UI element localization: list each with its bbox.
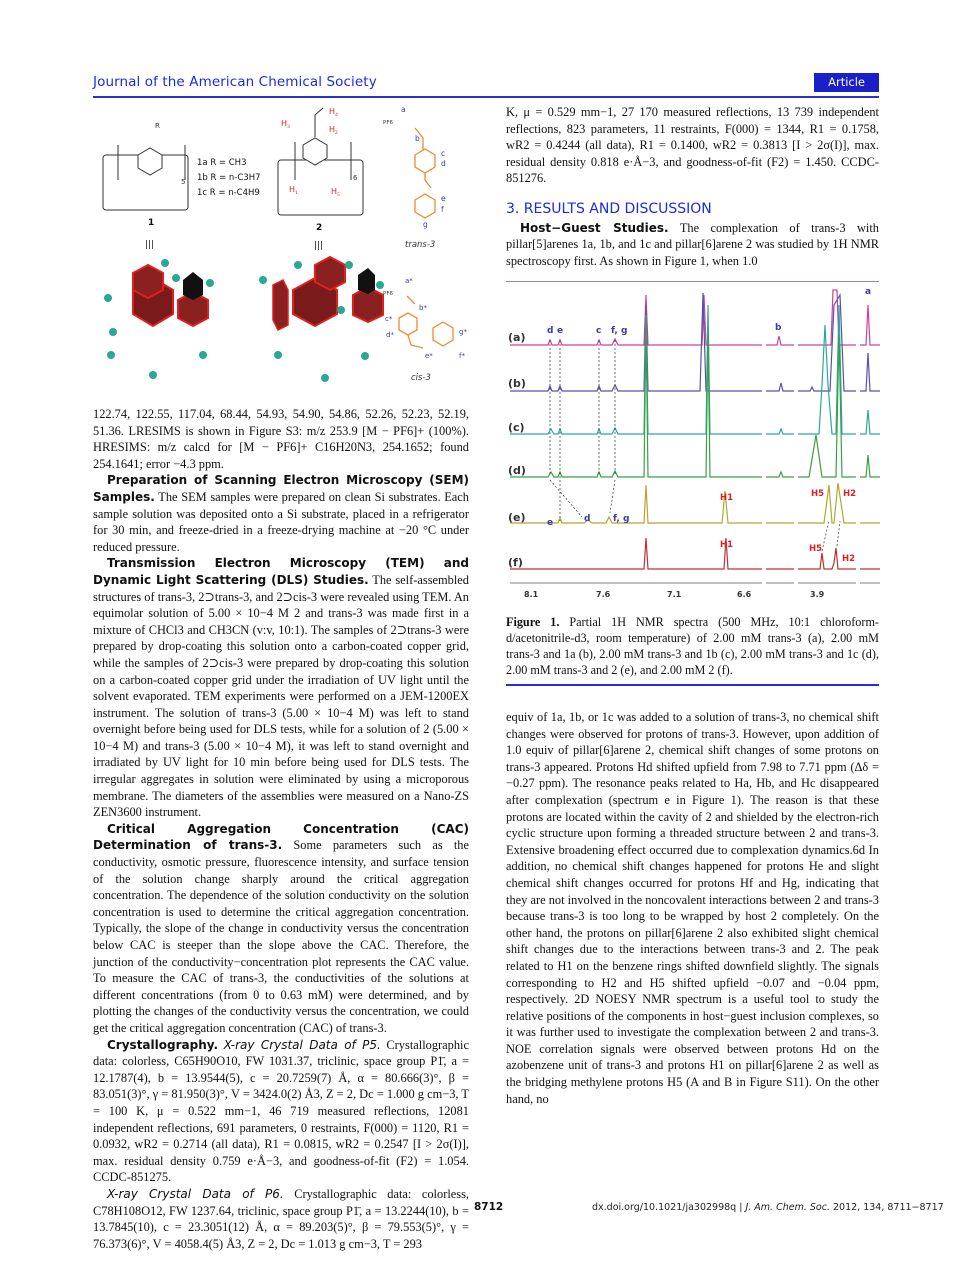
- results-paragraph: equiv of 1a, 1b, or 1c was added to a solution of trans-3, no chemical shift changes were observed for protons of trans-3. However, upon addition of 1.0 equiv of pillar[6]arene 2, chemical shift changes of some protons on trans-3 appeared. Protons Hd shifted upfield from 7.98 to 7.71 ppm (Δδ = −0.27 ppm). The resonance peaks related to Ha, Hb, and Hc disappeared after complexation (spectrum e in Figure 1). The reason is that these protons are located within the cavity of 2 and shielded by the electron-rich cyclic structure upon forming a threaded structure between 2 and trans-3. Extensive broadening effect occurred due to complexation dynamics.6d In addition, no chemical shift changes happened for protons He and slight chemical shift changes occurred for protons Hf and Hg, indicating that they are not involved in the noncovalent interactions between 2 and trans-3 because trans-3 is too long to be wrapped by host 2 completely. On the other hand, the protons on pillar[6]arene 2 also exhibited slight chemical shift changes due to the interactions between trans-3 and 2. The peak related to H1 on the benzene rings shifted downfield slightly. The signals corresponding to H2 and H5 shifted upfield −0.07 and −0.04 ppm, respectively. 2D NOESY NMR spectrum is a useful tool to study the relative positions of the components in host−guest inclusion complexes, so it was further used to investigate the complexation between 2 and trans-3. NOE correlation signals were observed between protons Hd on the azobenzene unit of trans-3 and protons H1 on pillar[6]arene 2 as well as the bridging methylene protons H5 (A and B in Figure S11). On the other hand, no: [506, 710, 879, 1106]
- svg-text:7.6: 7.6: [596, 590, 611, 599]
- svg-text:e: e: [441, 194, 446, 203]
- svg-text:H: H: [331, 187, 338, 196]
- host-guest-paragraph: Host−Guest Studies. The complexation of trans-3 with pillar[5]arenes 1a, 1b, and 1c and pillar[6]arene 2 was studied by 1H NMR spectroscopy first. As shown in Figure 1, when 1.0: [506, 220, 879, 268]
- svg-text:1c R = n-C4H9: 1c R = n-C4H9: [197, 188, 260, 198]
- cac-paragraph: Critical Aggregation Concentration (CAC) Determination of trans-3. Some parameters such as the conductivity, osmotic pressure, fluorescence intensity, and surface tension of the solution change sharply around the critical aggregation concentration. The dependence of the solution conductivity on the solution concentration is used to determine the critical aggregation concentration. Typically, the slope of the change in conductivity versus the concentration below CAC is steeper than the slope above the CAC. Therefore, the junction of the conductivity−concentration plot represents the CAC value. To measure the CAC of trans-3, the conductivities of the solutions at different concentrations (from 0 to 0.63 mM) were determined, and by plotting the changes of the conductivity versus the concentration, we could get the critical aggregation concentration (CAC) of trans-3.: [93, 821, 469, 1035]
- svg-text:H2: H2: [842, 554, 856, 564]
- svg-text:3.9: 3.9: [810, 590, 825, 599]
- svg-text:6.6: 6.6: [737, 590, 752, 599]
- svg-text:f, g: f, g: [613, 514, 630, 524]
- pillar6arene-structure: [278, 108, 363, 215]
- chemical-structures-scheme: [93, 100, 493, 400]
- crystallography-heading: Crystallography.: [107, 1037, 219, 1052]
- svg-text:d: d: [441, 159, 446, 168]
- svg-text:8.1: 8.1: [524, 590, 539, 599]
- svg-text:c*: c*: [385, 315, 393, 323]
- svg-text:PF6: PF6: [383, 120, 393, 126]
- svg-text:PF6: PF6: [383, 291, 393, 297]
- svg-text:1: 1: [295, 190, 298, 196]
- article-badge: Article: [814, 73, 879, 92]
- svg-text:g*: g*: [459, 328, 467, 336]
- svg-text:(e): (e): [508, 511, 526, 524]
- pillar6arene-3d-model: [259, 257, 384, 382]
- svg-text:d*: d*: [386, 331, 394, 339]
- svg-text:4: 4: [335, 112, 338, 118]
- svg-text:trans-3: trans-3: [405, 240, 436, 250]
- svg-text:H5: H5: [811, 489, 825, 499]
- doi-citation: dx.doi.org/10.1021/ja302998q | J. Am. Chem. Soc. 2012, 134, 8711−8717: [592, 1202, 944, 1213]
- tem-heading: Transmission Electron Microscopy (TEM) and Dynamic Light Scattering (DLS) Studies.: [93, 556, 469, 587]
- figure-caption-label: Figure 1.: [506, 615, 560, 629]
- svg-text:(d): (d): [508, 464, 526, 477]
- svg-text:a: a: [401, 105, 406, 114]
- svg-text:(f): (f): [508, 556, 523, 569]
- figure-top-rule: [506, 281, 879, 282]
- svg-text:H: H: [329, 125, 336, 134]
- svg-text:c: c: [441, 149, 446, 158]
- svg-text:cis-3: cis-3: [411, 373, 431, 383]
- svg-text:f, g: f, g: [611, 326, 628, 336]
- svg-text:f*: f*: [459, 352, 465, 360]
- svg-text:H2: H2: [843, 489, 857, 499]
- svg-text:(c): (c): [508, 421, 525, 434]
- svg-text:7.1: 7.1: [667, 590, 682, 599]
- svg-text:5: 5: [181, 178, 186, 186]
- svg-text:(a): (a): [508, 331, 526, 344]
- nmr-spectra-figure: [504, 285, 882, 603]
- svg-text:H1: H1: [720, 540, 734, 550]
- pillar5arene-3d-model: [104, 259, 214, 379]
- svg-text:6: 6: [353, 174, 358, 182]
- left-column: [93, 406, 469, 1252]
- sem-paragraph: Preparation of Scanning Electron Microscopy (SEM) Samples. The SEM samples were prepared on clean Si substrates. Each sample solution was deposited onto a Si substrate, placed in a refrigerator for 30 min, and freeze-dried in a freeze-drying machine at −20 °C under reduced pressure.: [93, 473, 469, 554]
- tem-paragraph: Transmission Electron Microscopy (TEM) and Dynamic Light Scattering (DLS) Studies. The self-assembled structures of trans-3, 2⊃trans-3, and 2⊃cis-3 were revealed using TEM. An equimolar solution of 5.00 × 10−4 M 2 and trans-3 was made first in a mixture of CHCl3 and CH3CN (v:v, 10:1). The samples of 2⊃trans-3 were prepared by drop-coating this solution onto a carbon-coated copper grid, while the samples of 2⊃cis-3 were prepared by drop-coating this solution on a carbon-coated copper grid under the irradiation of UV light until the solvent evaporated. TEM experiments were performed on a JEM-1200EX instrument. The solution of trans-3 (5.00 × 10−4 M) was left to stand overnight before being used for DLS tests, while for a solution of 2 (5.00 × 10−4 M) and trans-3 (5.00 × 10−4 M), it was left to stand overnight and irradiated by UV light for 10 min before being used for DLS tests. The irregular aggregates in solution were eliminated by using a microporous membrane. The diameters of the assemblies were measured on a Nano-ZS ZEN3600 instrument.: [93, 556, 469, 820]
- journal-title: Journal of the American Chemical Society: [93, 74, 377, 90]
- svg-text:H1: H1: [720, 493, 734, 503]
- svg-text:1a R = CH3: 1a R = CH3: [197, 158, 247, 168]
- svg-text:1b R = n-C3H7: 1b R = n-C3H7: [197, 173, 261, 183]
- sem-heading: Preparation of Scanning Electron Microscopy (SEM) Samples.: [93, 473, 469, 504]
- svg-text:a*: a*: [405, 277, 413, 285]
- svg-text:|||: |||: [145, 240, 155, 250]
- pillar5arene-structure: [103, 145, 188, 210]
- svg-text:b*: b*: [419, 304, 427, 312]
- svg-text:H: H: [281, 119, 288, 128]
- section-title: 3. RESULTS AND DISCUSSION: [506, 200, 712, 217]
- svg-text:H: H: [289, 185, 296, 194]
- svg-text:(b): (b): [508, 377, 526, 390]
- p6-continuation-paragraph: K, μ = 0.529 mm−1, 27 170 measured reflections, 13 739 independent reflections, 823 parameters, 11 restraints, F(000) = 1344, R1 = 0.1758, wR2 = 0.4244 (all data), R1 = 0.1400, wR2 = 0.3813 [I > 2σ(I)], max. residual density 0.818 e·Å−3, and goodness-of-fit (F2) = 1.450. CCDC-851276.: [506, 105, 879, 186]
- svg-text:e*: e*: [425, 352, 433, 360]
- svg-text:b: b: [415, 134, 420, 143]
- svg-text:|||: |||: [314, 241, 324, 251]
- svg-text:5: 5: [337, 192, 340, 198]
- p5-crystal-paragraph: Crystallography. X-ray Crystal Data of P5. Crystallographic data: colorless, C65H90O10, FW 1031.37, triclinic, space group P1̄, a = 12.1787(4), b = 13.9544(5), c = 20.7259(7) Å, α = 80.666(3)°, β = 83.051(3)°, γ = 81.950(3)°, V = 3424.0(2) Å3, Z = 2, Dc = 1.000 g cm−3, T = 100 K, μ = 0.522 mm−1, 46 719 measured reflections, 12081 independent reflections, 691 parameters, 0 restraints, F(000) = 1120, R1 = 0.0932, wR2 = 0.2714 (all data), R1 = 0.0815, wR2 = 0.2547 [I > 2σ(I)], max. residual density 0.759 e·Å−3, and goodness-of-fit (F2) = 1.054. CCDC-851275.: [93, 1037, 469, 1185]
- p5-heading: X-ray Crystal Data of P5.: [223, 1037, 381, 1052]
- right-column-body: [506, 709, 879, 1107]
- svg-text:2: 2: [316, 223, 323, 233]
- doi-link[interactable]: dx.doi.org/10.1021/ja302998q: [592, 1202, 737, 1213]
- page-number: 8712: [474, 1201, 504, 1213]
- svg-text:d: d: [584, 514, 591, 524]
- cac-heading: Critical Aggregation Concentration (CAC) Determination of trans-3.: [93, 821, 469, 853]
- figure-caption: Figure 1. Partial 1H NMR spectra (500 MHz, 10:1 chloroform-d/acetonitrile-d3, room temperature) of 2.00 mM trans-3 (a), 2.00 mM trans-3 and 1a (b), 2.00 mM trans-3 and 1b (c), 2.00 mM trans-3 and 1c (d), 2.00 mM trans-3 and 2 (e), and 2.00 mM 2 (f).: [506, 615, 879, 677]
- host-guest-heading: Host−Guest Studies.: [520, 220, 669, 235]
- svg-text:H5: H5: [809, 544, 823, 554]
- hrms-paragraph: 122.74, 122.55, 117.04, 68.44, 54.93, 54.90, 54.86, 52.26, 52.23, 52.19, 51.36. LRESIMS is shown in Figure S3: m/z 253.9 [M − PF6]+ (100%). HRESIMS: m/z calcd for [M − PF6]+ C16H20N3, 254.1652; found 254.1641; error −4.3 ppm.: [93, 407, 469, 471]
- p6-heading: X-ray Crystal Data of P6.: [107, 1186, 284, 1201]
- svg-text:c: c: [596, 326, 602, 336]
- svg-text:g: g: [423, 220, 428, 229]
- svg-text:e: e: [547, 518, 554, 528]
- svg-text:b: b: [775, 323, 782, 333]
- svg-text:f: f: [441, 205, 444, 214]
- svg-text:d: d: [547, 326, 554, 336]
- svg-text:a: a: [865, 287, 872, 297]
- running-header: [93, 74, 879, 98]
- svg-text:H: H: [329, 107, 336, 116]
- svg-text:3: 3: [287, 124, 290, 130]
- svg-text:1: 1: [148, 218, 155, 228]
- svg-text:2: 2: [335, 130, 338, 136]
- figure-bottom-rule: [506, 684, 879, 686]
- svg-text:e: e: [557, 326, 564, 336]
- svg-text:R: R: [155, 122, 160, 130]
- p6-crystal-paragraph: X-ray Crystal Data of P6. Crystallographic data: colorless, C78H108O12, FW 1237.64, triclinic, space group P1̄, a = 13.2244(10), b = 13.7845(10), c = 23.3051(12) Å, α = 89.203(5)°, β = 79.553(5)°, γ = 76.373(6)°, V = 4058.4(5) Å3, Z = 2, Dc = 1.013 g cm−3, T = 293: [93, 1186, 469, 1251]
- right-column-top: [506, 104, 879, 269]
